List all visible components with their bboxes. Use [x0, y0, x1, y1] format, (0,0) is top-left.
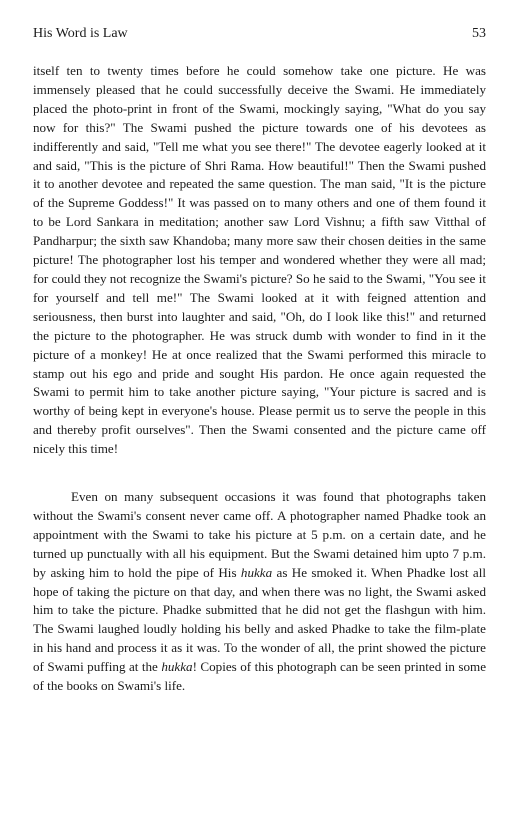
paragraph-2: [33, 488, 486, 696]
hukka-term: hukka: [161, 659, 193, 675]
paragraph-1: itself ten to twenty times before he could somehow take one picture. He was immensely pleased that he could successfully deceive the Swami. He immediately placed the photo-print in front of the Swami, mockingly saying, "What do you say now for this?" The Swami pushed the picture towards one of his devotees as indifferently and said, "Tell me what you see there!" The devotee eagerly looked at it and said, "This is the picture of Shri Rama. How beautiful!" Then the Swami pushed it to another devotee and repeated the same question. The man said, "It is the picture of the Supreme Goddess!" It was passed on to many others and one of them found it to be Lord Sankara in meditation; another saw Lord Vishnu; a fifth saw Vitthal of Pandharpur; the sixth saw Khandoba; many more saw their chosen deities in the same picture! The photographer lost his temper and wondered whether they were all mad; for could they not recognize the Swami's picture? So he said to the Swami, "You see it for yourself and tell me!" The Swami looked at it with feigned attention and seriousness, then burst into laughter and said, "Oh, do I look like this!" and returned the picture to the photographer. He was struck dumb with wonder to find in it the picture of a monkey! He at once realized that the Swami performed this miracle to stamp out his ego and pride and sought His pardon. He once again requested the Swami to permit him to take another picture saying, "Your picture is sacred and is worthy of being kept in everyone's house. Please permit us to serve the people in this and thereby profit ourselves". Then the Swami consented and the picture came off nicely this time!: [33, 63, 486, 457]
page-number: 53: [472, 26, 486, 41]
body-text: [33, 62, 486, 696]
running-title: His Word is Law: [33, 26, 128, 41]
paragraph-2-part-c: ! Copies of this photograph can be seen printed in some of the books on Swami's life.: [33, 659, 487, 694]
paragraph-2-part-a: Even on many subsequent occasions it was found that photographs taken without the Swami's consent never came off. A photographer named Phadke took an appointment with the Swami to take his picture at 5 p.m. on a certain date, and he turned up punctually with all his equipment. But the Swami detained him upto 7 p.m. by asking him to hold the pipe of His: [33, 489, 486, 580]
running-header: [33, 24, 486, 44]
hukka-term: hukka: [240, 564, 273, 580]
paragraph-2-part-b: as He smoked it. When Phadke lost all hope of taking the picture on that day, and when there was no light, the Swami asked him to take the picture. Phadke submitted that he did not get the flashgun with him. The Swami laughed loudly holding his belly and asked Phadke to take the film-plate in his hand and process it as it was. To the wonder of all, the print showed the picture of Swami puffing at the: [33, 564, 486, 675]
